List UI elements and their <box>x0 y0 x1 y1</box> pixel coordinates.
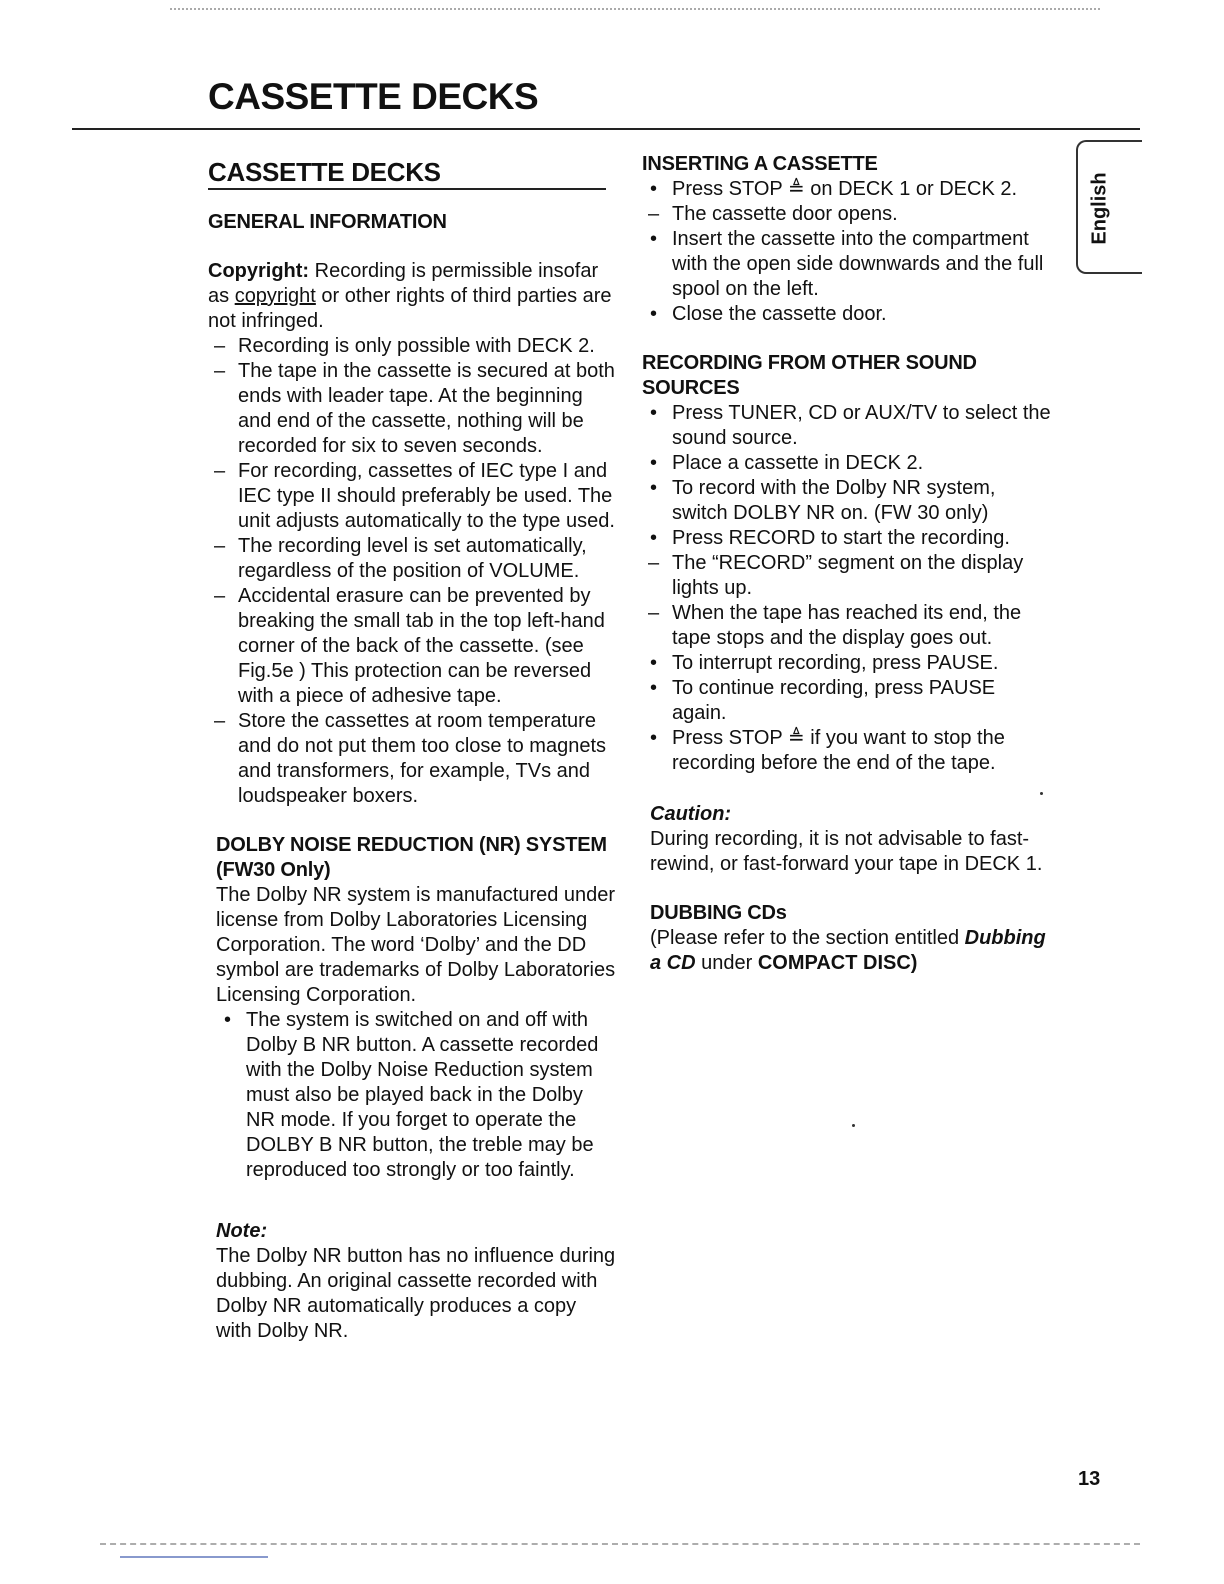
note-label: Note: <box>216 1220 268 1242</box>
list-item: – Recording is only possible with DECK 2. <box>208 334 616 359</box>
general-info-list <box>208 334 616 809</box>
dubbing-link-text: Dubbing a CD <box>650 927 1046 974</box>
left-column <box>208 156 616 1344</box>
page-title: CASSETTE DECKS <box>208 76 539 117</box>
list-item: • Insert the cassette into the compartment with the open side downwards and the full spool on the left. <box>642 227 1054 302</box>
list-item: – The cassette door opens. <box>642 202 1054 227</box>
list-item: • Press TUNER, CD or AUX/TV to select the sound source. <box>642 401 1054 451</box>
dubbing-section-name: COMPACT DISC) <box>757 952 918 974</box>
list-item: – Accidental erasure can be prevented by breaking the small tab in the top left-hand corner of the back of the cassette. (see Fig.5e ) This protection can be reversed with a piece of adhesive tape. <box>208 584 616 709</box>
list-item: – The tape in the cassette is secured at both ends with leader tape. At the beginning and end of the cassette, nothing will be recorded for six to seven seconds. <box>208 359 616 459</box>
list-item: • Press STOP ≜ if you want to stop the recording before the end of the tape. <box>642 726 1054 776</box>
scan-artifact-top <box>170 8 1100 22</box>
list-item: – When the tape has reached its end, the tape stops and the display goes out. <box>642 601 1054 651</box>
section-title: CASSETTE DECKS <box>208 156 606 190</box>
copyright-text: Recording is permissible insofar as <box>208 260 599 307</box>
list-item: • Close the cassette door. <box>642 302 1054 327</box>
list-item: – The recording level is set automatically, regardless of the position of VOLUME. <box>208 534 616 584</box>
page-number: 13 <box>1078 1468 1101 1490</box>
right-column <box>642 152 1054 976</box>
dolby-list <box>216 1008 616 1183</box>
recording-list <box>642 401 1054 776</box>
inserting-heading: INSERTING A CASSETTE <box>642 153 878 175</box>
list-item: – For recording, cassettes of IEC type I and IEC type II should preferably be used. The unit adjusts automatically to the type used. <box>208 459 616 534</box>
dolby-paragraph: The Dolby NR system is manufactured under license from Dolby Laboratories Licensing Corporation. The word ‘Dolby’ and the DD symbol are trademarks of Dolby Laboratories Licensing Corporation. <box>216 884 616 1006</box>
copyright-link: copyright <box>234 285 316 307</box>
list-item: • Press RECORD to start the recording. <box>642 526 1054 551</box>
caution-label: Caution: <box>650 803 732 825</box>
dolby-heading: DOLBY NOISE REDUCTION (NR) SYSTEM <box>216 834 607 856</box>
dolby-subheading: (FW30 Only) <box>216 859 331 881</box>
copyright-paragraph <box>208 259 616 334</box>
list-item: • To continue recording, press PAUSE again. <box>642 676 1054 726</box>
list-item: – The “RECORD” segment on the display lights up. <box>642 551 1054 601</box>
scan-speck <box>1040 792 1043 795</box>
caution-text: During recording, it is not advisable to fast-rewind, or fast-forward your tape in DECK 1. <box>650 828 1043 875</box>
title-rule <box>72 128 1140 130</box>
recording-heading: RECORDING FROM OTHER SOUND SOURCES <box>642 352 977 399</box>
dubbing-heading: DUBBING CDs <box>650 902 787 924</box>
dubbing-text-mid: under <box>695 952 758 974</box>
dubbing-text: (Please refer to the section entitled <box>650 927 965 949</box>
copyright-text-end: or other rights of third parties are not infringed. <box>208 285 612 332</box>
list-item: – Store the cassettes at room temperature and do not put them too close to magnets and transformers, for example, TVs and loudspeaker boxers. <box>208 709 616 809</box>
scan-artifact-bottom-line <box>120 1556 268 1560</box>
general-information-heading: GENERAL INFORMATION <box>208 211 447 233</box>
list-item: • The system is switched on and off with Dolby B NR button. A cassette recorded with the Dolby Noise Reduction system must also be played back in the Dolby NR mode. If you forget to operate the DOLBY B NR button, the treble may be reproduced too strongly or too faintly. <box>216 1008 616 1183</box>
inserting-list <box>642 177 1054 327</box>
dubbing-paragraph <box>650 926 1054 976</box>
list-item: • Place a cassette in DECK 2. <box>642 451 1054 476</box>
copyright-label: Copyright: <box>208 260 310 282</box>
list-item: • To interrupt recording, press PAUSE. <box>642 651 1054 676</box>
list-item: • To record with the Dolby NR system, switch DOLBY NR on. (FW 30 only) <box>642 476 1054 526</box>
scan-artifact-bottom <box>100 1543 1140 1549</box>
note-text: The Dolby NR button has no influence during dubbing. An original cassette recorded with Dolby NR automatically produces a copy with Dolby NR. <box>216 1245 616 1342</box>
language-tab-label: English <box>1088 171 1111 245</box>
list-item: • Press STOP ≜ on DECK 1 or DECK 2. <box>642 177 1054 202</box>
scan-speck <box>852 1124 855 1127</box>
